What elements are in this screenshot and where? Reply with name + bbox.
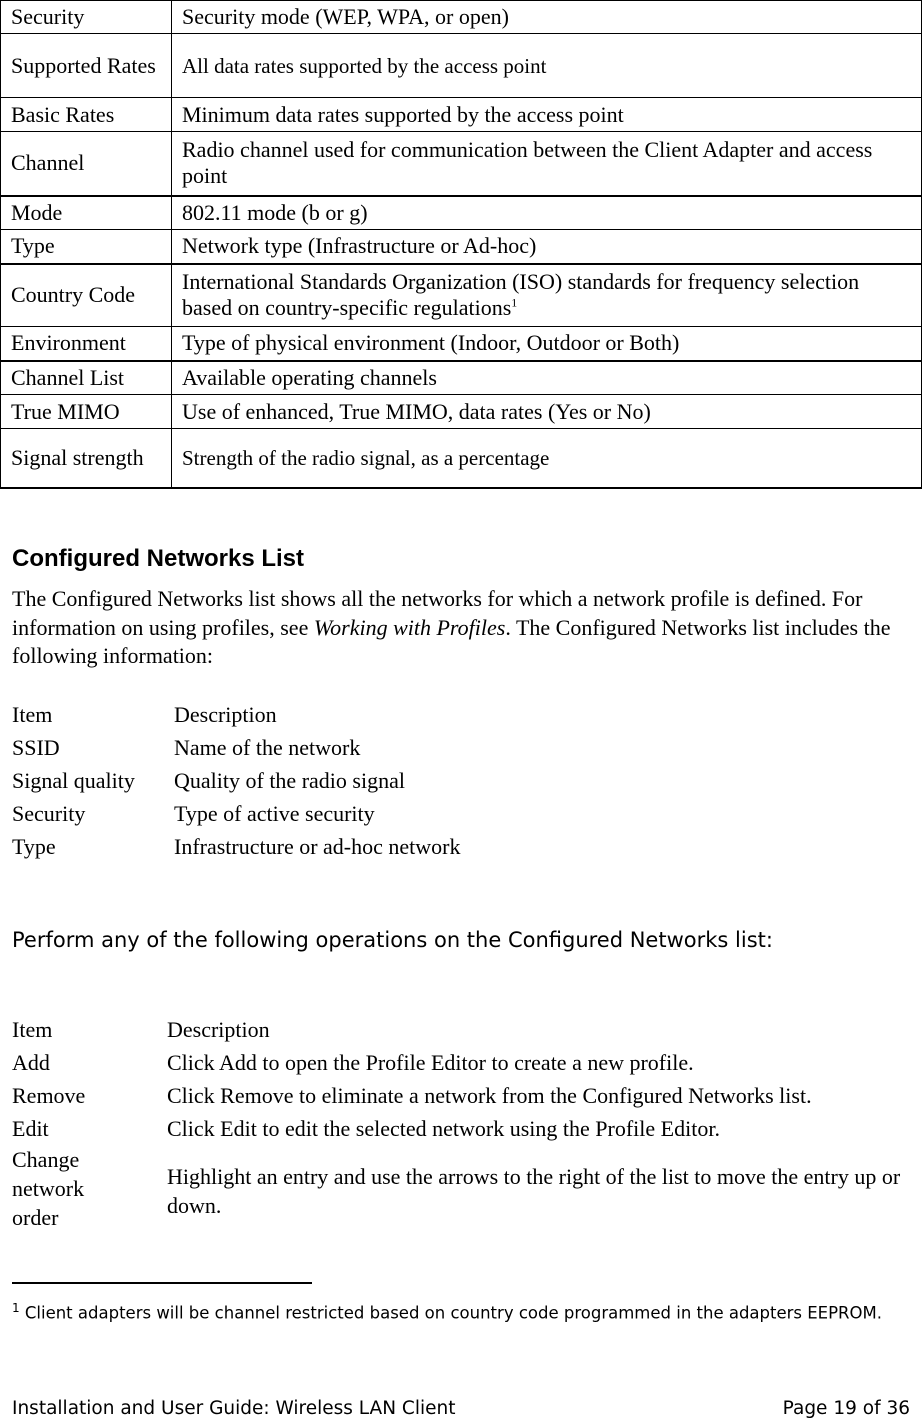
- list-header: [12, 1013, 924, 1046]
- table-row: [1, 429, 922, 488]
- row-description: Available operating channels: [172, 361, 922, 395]
- list-item-description: Click Add to open the Profile Editor to create a new profile.: [167, 1050, 694, 1075]
- table-row: [1, 34, 922, 98]
- row-description: Security mode (WEP, WPA, or open): [172, 1, 922, 34]
- row-description: Type of physical environment (Indoor, Outdoor or Both): [172, 327, 922, 361]
- row-description: Minimum data rates supported by the access point: [172, 98, 922, 132]
- list-item: [12, 1079, 924, 1112]
- row-item: Security: [1, 1, 172, 34]
- footnote: [12, 1296, 917, 1326]
- footer-document-title: Installation and User Guide: Wireless LAN Client: [12, 1398, 456, 1419]
- list-item: [12, 830, 460, 863]
- row-description: Radio channel used for communication between the Client Adapter and access point: [172, 132, 922, 196]
- row-item: Country Code: [1, 264, 172, 327]
- row-item: Mode: [1, 196, 172, 230]
- list-item-name: Signal quality: [12, 767, 135, 793]
- list-item: [12, 764, 460, 797]
- list-item: [12, 1112, 924, 1145]
- list-header-item: Item: [12, 1017, 53, 1042]
- list-item: [12, 731, 460, 764]
- description-text: International Standards Organization (ISO) standards for frequency selection based on country-specific regulations: [182, 269, 860, 321]
- table-row: [1, 327, 922, 361]
- row-description: 802.11 mode (b or g): [172, 196, 922, 230]
- list-item-name: Remove: [12, 1083, 86, 1108]
- list-item-description: Type of active security: [174, 800, 375, 826]
- operations-list: [12, 1013, 924, 1232]
- operations-heading: Perform any of the following operations on the Configured Networks list:: [12, 928, 773, 952]
- configured-networks-columns-list: [12, 698, 460, 863]
- row-item: Type: [1, 230, 172, 264]
- list-item-name: Type: [12, 833, 56, 859]
- table-row: [1, 132, 922, 196]
- footnote-number: 1: [12, 1301, 20, 1315]
- row-description: Strength of the radio signal, as a percentage: [172, 429, 922, 488]
- table-row: [1, 361, 922, 395]
- list-item-description: Name of the network: [174, 734, 361, 760]
- table-row: [1, 1, 922, 34]
- list-item-name: Add: [12, 1050, 50, 1075]
- list-header-item: Item: [12, 701, 53, 727]
- list-item-name: Edit: [12, 1116, 49, 1141]
- profiles-reference: Working with Profiles: [313, 614, 506, 640]
- row-description: Use of enhanced, True MIMO, data rates (Yes or No): [172, 395, 922, 429]
- row-item: Supported Rates: [1, 34, 172, 98]
- intro-text-after: . The Configured Networks list includes the following information:: [12, 614, 891, 668]
- list-item-description: Quality of the radio signal: [174, 767, 405, 793]
- list-item: [12, 797, 460, 830]
- row-item: Basic Rates: [1, 98, 172, 132]
- intro-text-before: The Configured Networks list shows all the networks for which a network profile is defined. For information on using profiles, see: [12, 586, 863, 640]
- footer-page-number: Page 19 of 36: [782, 1398, 910, 1419]
- list-item-name: SSID: [12, 734, 60, 760]
- table-row: [1, 98, 922, 132]
- row-item: Environment: [1, 327, 172, 361]
- properties-table: [0, 0, 922, 489]
- list-item-name: Security: [12, 800, 86, 826]
- table-row: [1, 264, 922, 327]
- footnote-text: Client adapters will be channel restricted based on country code programmed in the adapters EEPROM.: [19, 1303, 882, 1323]
- table-row: [1, 196, 922, 230]
- list-item-name: Change network order: [12, 1147, 85, 1230]
- list-header: [12, 698, 460, 731]
- list-item-description: Click Edit to edit the selected network using the Profile Editor.: [167, 1116, 720, 1141]
- list-item-description: Infrastructure or ad-hoc network: [174, 833, 461, 859]
- list-header-description: Description: [174, 701, 277, 727]
- row-item: Channel List: [1, 361, 172, 395]
- row-item: Signal strength: [1, 429, 172, 488]
- list-item: [12, 1145, 924, 1232]
- list-item: [12, 1046, 924, 1079]
- footnote-divider: [12, 1282, 312, 1284]
- list-item-description: Click Remove to eliminate a network from the Configured Networks list.: [167, 1083, 812, 1108]
- row-item: Channel: [1, 132, 172, 196]
- row-description: All data rates supported by the access point: [172, 34, 922, 98]
- row-description: [172, 264, 922, 327]
- list-item-description: Highlight an entry and use the arrows to the right of the list to move the entry up or down.: [167, 1163, 901, 1218]
- section-heading-configured-networks: Configured Networks List: [12, 545, 305, 572]
- table-row: [1, 395, 922, 429]
- table-row: [1, 230, 922, 264]
- row-description: Network type (Infrastructure or Ad-hoc): [172, 230, 922, 264]
- list-header-description: Description: [167, 1017, 270, 1042]
- intro-paragraph: [12, 585, 912, 671]
- row-item: True MIMO: [1, 395, 172, 429]
- footnote-ref: 1: [511, 295, 518, 310]
